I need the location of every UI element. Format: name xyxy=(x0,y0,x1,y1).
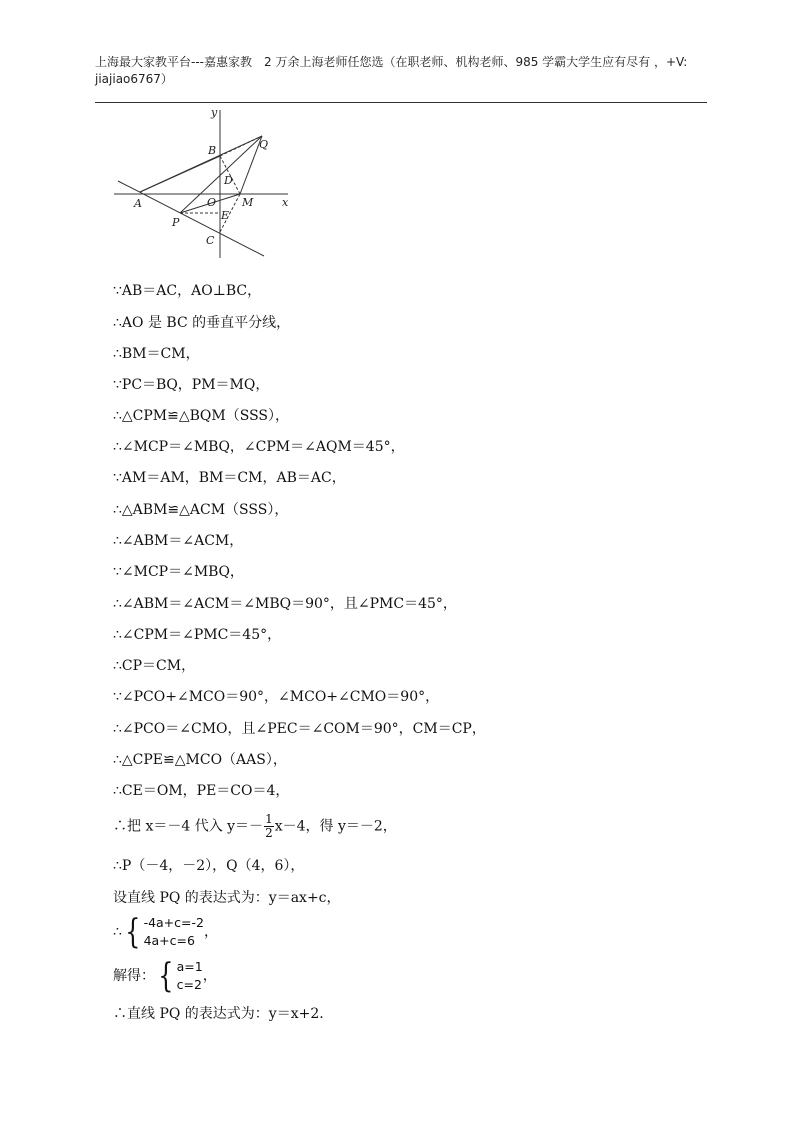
equation-system xyxy=(113,914,218,950)
line-AC xyxy=(118,181,264,256)
proof-line-17: ∴CE＝OM，PE＝CO＝4， xyxy=(113,783,290,799)
conclusion-line: ∴直线 PQ 的表达式为：y＝x+2. xyxy=(113,1006,324,1022)
proof-line-14: ∵∠PCO+∠MCO＝90°，∠MCO+∠CMO＝90°， xyxy=(113,689,440,705)
label-y: y xyxy=(211,106,218,119)
proof-line-7: ∵AM＝AM，BM＝CM，AB＝AC， xyxy=(113,470,346,486)
solution-row-2: c=2 xyxy=(176,977,202,992)
label-P: P xyxy=(172,216,180,229)
proof-line-15: ∴∠PCO＝∠CMO，且∠PEC＝∠COM＝90°，CM＝CP， xyxy=(113,721,486,737)
proof-line-13: ∴CP＝CM， xyxy=(113,658,196,674)
proof-line-1: ∵AB＝AC，AO⊥BC， xyxy=(113,283,262,299)
substitution-after: x－4，得 y＝－2， xyxy=(274,818,397,835)
proof-line-12: ∴∠CPM＝∠PMC＝45°， xyxy=(113,627,282,643)
equation-row-2: 4a+c=6 xyxy=(143,933,195,948)
proof-line-3: ∴BM＝CM， xyxy=(113,346,200,362)
solution-system xyxy=(113,958,217,994)
substitution-line xyxy=(113,813,397,840)
solution-suffix: ， xyxy=(202,968,217,984)
left-brace-icon: { xyxy=(158,956,174,996)
label-B: B xyxy=(208,144,217,157)
set-expression-line: 设直线 PQ 的表达式为：y＝ax+c， xyxy=(113,890,341,906)
geometry-figure xyxy=(112,106,289,262)
proof-line-4: ∵PC＝BQ，PM＝MQ， xyxy=(113,377,270,393)
proof-line-6: ∴∠MCP＝∠MBQ，∠CPM＝∠AQM＝45°， xyxy=(113,439,405,455)
points-line: ∴P（－4，－2），Q（4，6）， xyxy=(113,858,305,874)
substitution-before: ∴把 x＝－4 代入 y＝－ xyxy=(113,818,264,835)
proof-line-11: ∴∠ABM＝∠ACM＝∠MBQ＝90°，且∠PMC＝45°， xyxy=(113,596,457,612)
proof-line-5: ∴△CPM≌△BQM（SSS）， xyxy=(113,408,290,424)
system-suffix: ， xyxy=(203,924,218,940)
header-divider xyxy=(95,102,707,103)
page-header: 上海最大家教平台---嘉惠家教 2 万余上海老师任您选（在职老师、机构老师、985 学霸大学生应有尽有 ，+V: jiajiao6767） xyxy=(95,55,688,86)
label-Q: Q xyxy=(259,138,269,151)
proof-line-10: ∵∠MCP＝∠MBQ， xyxy=(113,564,244,580)
fraction-numerator: 1 xyxy=(265,812,273,826)
fraction-one-half xyxy=(264,813,274,840)
label-C: C xyxy=(206,234,215,247)
label-O: O xyxy=(207,196,217,209)
proof-line-9: ∴∠ABM＝∠ACM， xyxy=(113,533,244,549)
label-M: M xyxy=(242,196,254,209)
fraction-denominator: 2 xyxy=(265,826,273,840)
solution-row-1: a=1 xyxy=(176,959,203,974)
label-E: E xyxy=(221,209,230,222)
equation-row-1: -4a+c=-2 xyxy=(143,915,204,930)
proof-line-16: ∴△CPE≌△MCO（AAS）， xyxy=(113,752,287,768)
solution-prefix: 解得： xyxy=(113,968,155,984)
label-A: A xyxy=(134,197,142,210)
left-brace-icon: { xyxy=(125,912,141,952)
proof-line-8: ∴△ABM≌△ACM（SSS）， xyxy=(113,502,289,518)
label-D: D xyxy=(224,174,233,187)
proof-line-2: ∴AO 是 BC 的垂直平分线， xyxy=(113,315,291,331)
system-prefix: ∴ xyxy=(113,924,122,940)
label-x: x xyxy=(282,196,289,209)
